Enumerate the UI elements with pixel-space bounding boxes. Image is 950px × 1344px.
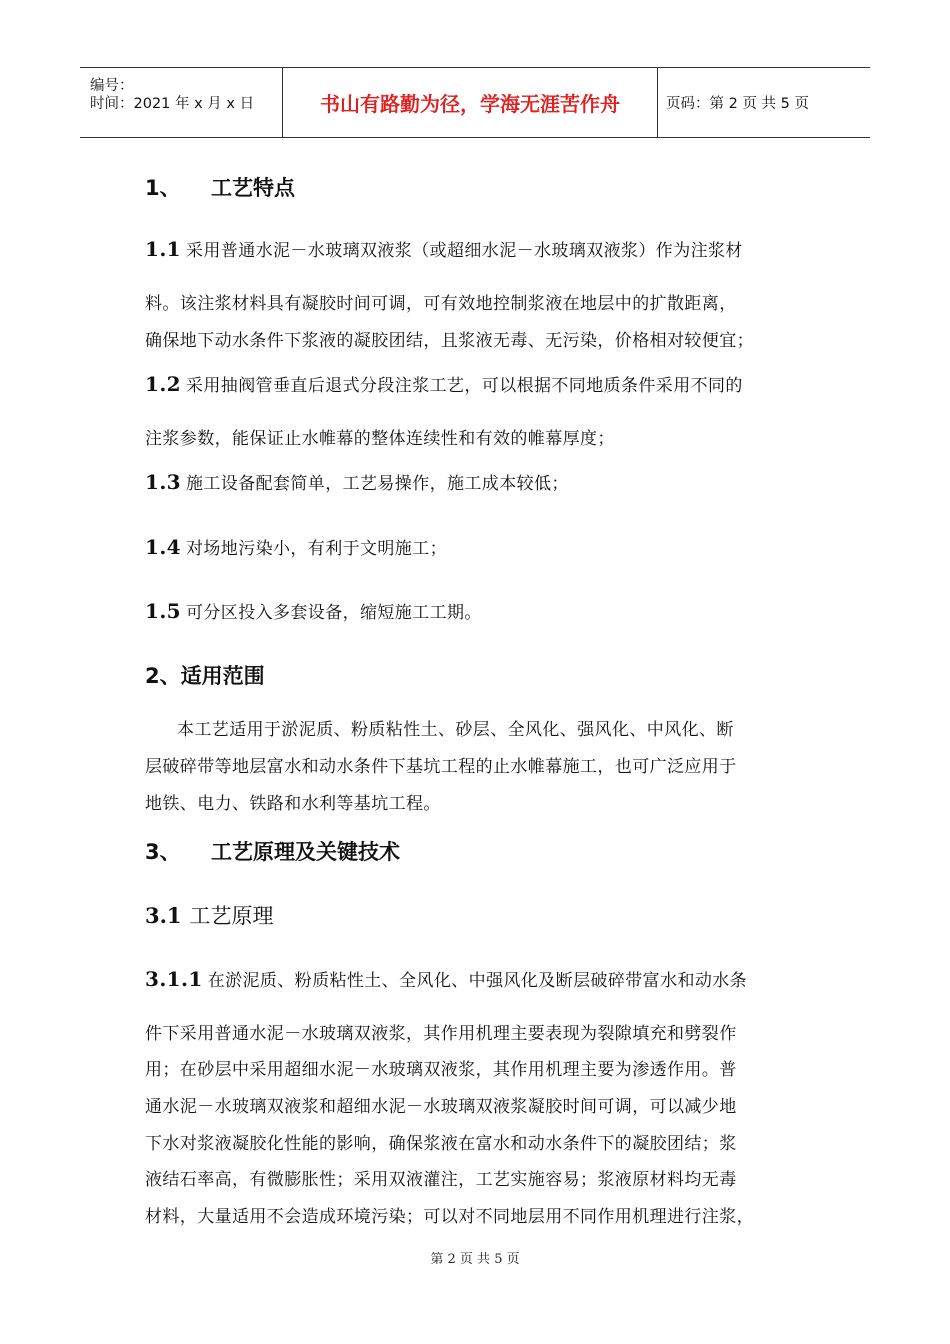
paragraph-1-3 <box>145 469 835 494</box>
paragraph-1-1-line-2: 料。该注浆材料具有凝胶时间可调，可有效地控制浆液在地层中的扩散距离， <box>145 294 737 314</box>
document-header <box>80 67 870 138</box>
paragraph-2-line-3: 地铁、电力、铁路和水利等基坑工程。 <box>145 794 441 814</box>
paragraph-3-1-1-line-6: 液结石率高，有微膨胀性；采用双液灌注，工艺实施容易；浆液原材料均无毒 <box>145 1170 737 1190</box>
paragraph-3-1-1-line-1 <box>145 966 835 991</box>
paragraph-text: 可分区投入多套设备，缩短施工工期。 <box>186 603 482 623</box>
paragraph-text: 采用普通水泥－水玻璃双液浆（或超细水泥－水玻璃双液浆）作为注浆材 <box>186 241 743 261</box>
paragraph-1-2-line-2: 注浆参数，能保证止水帷幕的整体连续性和有效的帷幕厚度； <box>145 429 615 449</box>
paragraph-text: 施工设备配套简单，工艺易操作，施工成本较低； <box>186 474 569 494</box>
header-motto: 书山有路勤为径，学海无涯苦作舟 <box>320 92 620 116</box>
paragraph-3-1-1-line-3: 用；在砂层中采用超细水泥－水玻璃双液浆，其作用机理主要为渗透作用。普 <box>145 1060 737 1080</box>
section-number: 3、 <box>145 840 181 864</box>
item-number: 1.5 <box>145 599 181 623</box>
paragraph-3-1-1-line-2: 件下采用普通水泥－水玻璃双液浆，其作用机理主要表现为裂隙填充和劈裂作 <box>145 1024 737 1044</box>
item-number: 3.1.1 <box>145 967 203 991</box>
subsection-3-1-heading <box>145 900 825 930</box>
section-title: 工艺原理及关键技术 <box>211 840 400 864</box>
document-number-label: 编号： <box>90 78 134 94</box>
subsection-number: 3.1 <box>145 903 182 928</box>
paragraph-text: 在淤泥质、粉质粘性土、全风化、中强风化及断层破碎带富水和动水条 <box>207 971 748 991</box>
paragraph-1-4 <box>145 534 835 559</box>
paragraph-3-1-1-line-4: 通水泥－水玻璃双液浆和超细水泥－水玻璃双液浆凝胶时间可调，可以减少地 <box>145 1097 737 1117</box>
section-title: 工艺特点 <box>211 176 295 200</box>
header-meta <box>80 68 282 137</box>
paragraph-2-line-2: 层破碎带等地层富水和动水条件下基坑工程的止水帷幕施工，也可广泛应用于 <box>145 757 737 777</box>
paragraph-1-2-line-1 <box>145 371 835 396</box>
paragraph-1-1-line-1 <box>145 236 835 261</box>
header-motto-cell <box>282 68 658 137</box>
paragraph-1-1-line-3: 确保地下动水条件下浆液的凝胶团结，且浆液无毒、无污染，价格相对较便宜； <box>145 331 754 351</box>
paragraph-2-line-1: 本工艺适用于淤泥质、粉质粘性土、砂层、全风化、强风化、中风化、断 <box>177 720 734 740</box>
document-date-label: 时间：2021 年 x 月 x 日 <box>90 96 255 112</box>
section-2-heading: 2、适用范围 <box>145 664 265 688</box>
paragraph-text: 对场地污染小，有利于文明施工； <box>186 539 447 559</box>
item-number: 1.3 <box>145 470 181 494</box>
item-number: 1.2 <box>145 372 181 396</box>
section-number: 1、 <box>145 176 181 200</box>
header-page-label: 页码：第 2 页 共 5 页 <box>666 96 809 112</box>
section-1-heading <box>145 172 825 202</box>
item-number: 1.4 <box>145 535 181 559</box>
paragraph-3-1-1-line-7: 材料，大量适用不会造成环境污染；可以对不同地层用不同作用机理进行注浆， <box>145 1207 754 1227</box>
paragraph-1-5 <box>145 598 835 623</box>
paragraph-3-1-1-line-5: 下水对浆液凝胶化性能的影响，确保浆液在富水和动水条件下的凝胶团结；浆 <box>145 1134 737 1154</box>
item-number: 1.1 <box>145 237 181 261</box>
section-3-heading <box>145 836 825 866</box>
paragraph-text: 采用抽阀管垂直后退式分段注浆工艺，可以根据不同地质条件采用不同的 <box>186 376 743 396</box>
page-footer: 第 2 页 共 5 页 <box>430 1252 520 1267</box>
subsection-title: 工艺原理 <box>189 904 274 928</box>
